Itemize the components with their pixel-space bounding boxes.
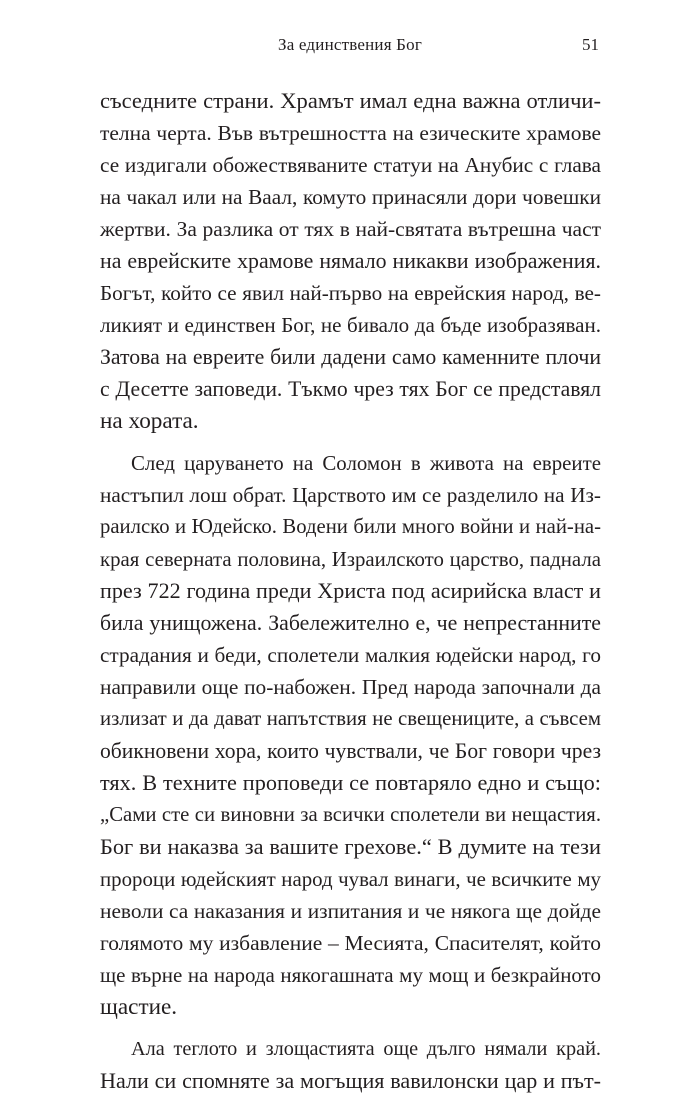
text-line: тях. В техните проповеди се повтаряло едно и също: <box>100 770 601 795</box>
text-line: настъпил лош обрат. Царството им се разделило на Из- <box>100 483 601 507</box>
text-line: на хората. <box>100 408 199 434</box>
text-line: Богът, който се явил най-първо на еврейския народ, ве- <box>100 281 601 305</box>
text-line: След царуването на Соломон в живота на евреите <box>131 451 601 475</box>
paragraph-3 <box>100 1033 601 1097</box>
text-line: „Сами сте си виновни за всички сполетели ви нещастия. <box>100 804 601 826</box>
paragraph-2 <box>100 447 601 1023</box>
paragraph-1 <box>100 85 601 437</box>
text-line: ще върне на народа някогашната му мощ и безкрайното <box>100 963 601 987</box>
text-line: неволи са наказания и изпитания и че някога ще дойде <box>100 899 601 923</box>
text-line: се издигали обожествяваните статуи на Анубис с глава <box>100 153 601 177</box>
text-line: телна черта. Във вътрешността на езическите храмове <box>100 121 601 145</box>
text-line: края северната половина, Израилското царство, паднала <box>100 547 601 571</box>
text-line: с Десетте заповеди. Тъкмо чрез тях Бог се представял <box>100 377 601 401</box>
running-title: За единствения Бог <box>277 35 423 54</box>
text-line: излизат и да дават напътствия не свещениците, а съвсем <box>100 707 601 730</box>
text-line: обикновени хора, които чувствали, че Бог говори чрез <box>100 739 601 763</box>
text-line: съседните страни. Храмът имал една важна отличи- <box>100 88 601 113</box>
text-line: голямото му избавление – Месията, Спасителят, който <box>100 931 601 955</box>
text-line: щастие. <box>100 994 178 1020</box>
text-line: направили още по-набожен. Пред народа започнали да <box>100 675 601 699</box>
text-line: страдания и беди, сполетели малкия юдейски народ, го <box>100 643 601 667</box>
text-line: Ала теглото и злощастията още дълго нямали край. <box>131 1038 601 1060</box>
text-line: на чакал или на Ваал, комуто принасяли дори човешки <box>100 185 601 209</box>
text-line: ликият и единствен Бог, не бивало да бъде изобразяван. <box>100 313 601 337</box>
text-line: през 722 година преди Христа под асирийска власт и <box>100 578 601 603</box>
text-line: на еврейските храмове нямало никакви изображения. <box>100 249 601 273</box>
running-head <box>0 33 700 57</box>
text-line: жертви. За разлика от тях в най-святата вътрешна част <box>100 217 601 241</box>
text-line: Бог ви наказва за вашите грехове.“ В думите на тези <box>100 834 601 859</box>
text-line: пророци юдейският народ чувал винаги, че всичките му <box>100 867 601 891</box>
text-line: Нали си спомняте за могъщия вавилонски цар и път- <box>100 1068 601 1093</box>
page-number: 51 <box>582 35 599 54</box>
text-line: била унищожена. Забележително е, че непрестанните <box>100 611 601 635</box>
text-line: раилско и Юдейско. Водени били много войни и най-на- <box>100 516 601 538</box>
text-line: Затова на евреите били дадени само каменните плочи <box>100 345 601 369</box>
body-text <box>100 85 601 1097</box>
